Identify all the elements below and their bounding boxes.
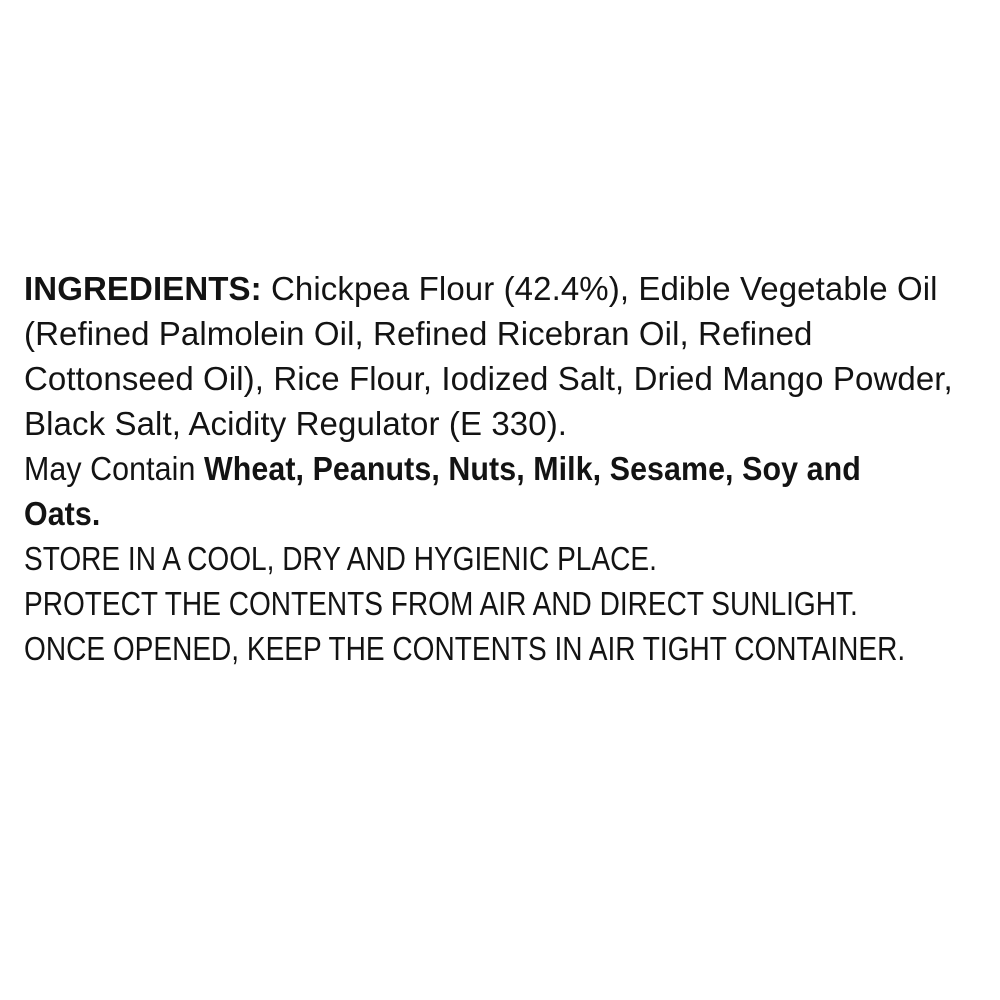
allergen-line-2-inner — [24, 491, 100, 536]
storage-line-1 — [24, 536, 984, 581]
ingredients-line-1 — [24, 266, 984, 311]
ingredients-heading: INGREDIENTS: — [24, 270, 262, 307]
storage-line-2-text: PROTECT THE CONTENTS FROM AIR AND DIRECT SUNLIGHT. — [24, 585, 858, 622]
allergen-line-2 — [24, 491, 984, 536]
ingredients-line-2-text: (Refined Palmolein Oil, Refined Ricebran Oil, Refined — [24, 315, 813, 352]
allergen-line-1 — [24, 446, 984, 491]
allergen-list-continued: Oats. — [24, 495, 101, 532]
ingredients-text-block — [24, 266, 984, 671]
ingredients-line-4-text: Black Salt, Acidity Regulator (E 330). — [24, 405, 568, 442]
storage-line-2 — [24, 581, 984, 626]
storage-line-3-text: ONCE OPENED, KEEP THE CONTENTS IN AIR TIGHT CONTAINER. — [24, 630, 906, 667]
allergen-prefix: May Contain — [24, 450, 204, 487]
ingredients-line-2 — [24, 311, 984, 356]
ingredients-line-3-text: Cottonseed Oil), Rice Flour, Iodized Salt, Dried Mango Powder, — [24, 360, 953, 397]
ingredients-line-4 — [24, 401, 984, 446]
storage-line-1-text: STORE IN A COOL, DRY AND HYGIENIC PLACE. — [24, 540, 657, 577]
storage-line-3 — [24, 626, 984, 671]
allergen-line-1-inner — [24, 446, 861, 491]
allergen-list: Wheat, Peanuts, Nuts, Milk, Sesame, Soy and — [203, 450, 861, 487]
ingredients-line-3 — [24, 356, 984, 401]
ingredients-line-1-text: Chickpea Flour (42.4%), Edible Vegetable Oil — [261, 270, 938, 307]
